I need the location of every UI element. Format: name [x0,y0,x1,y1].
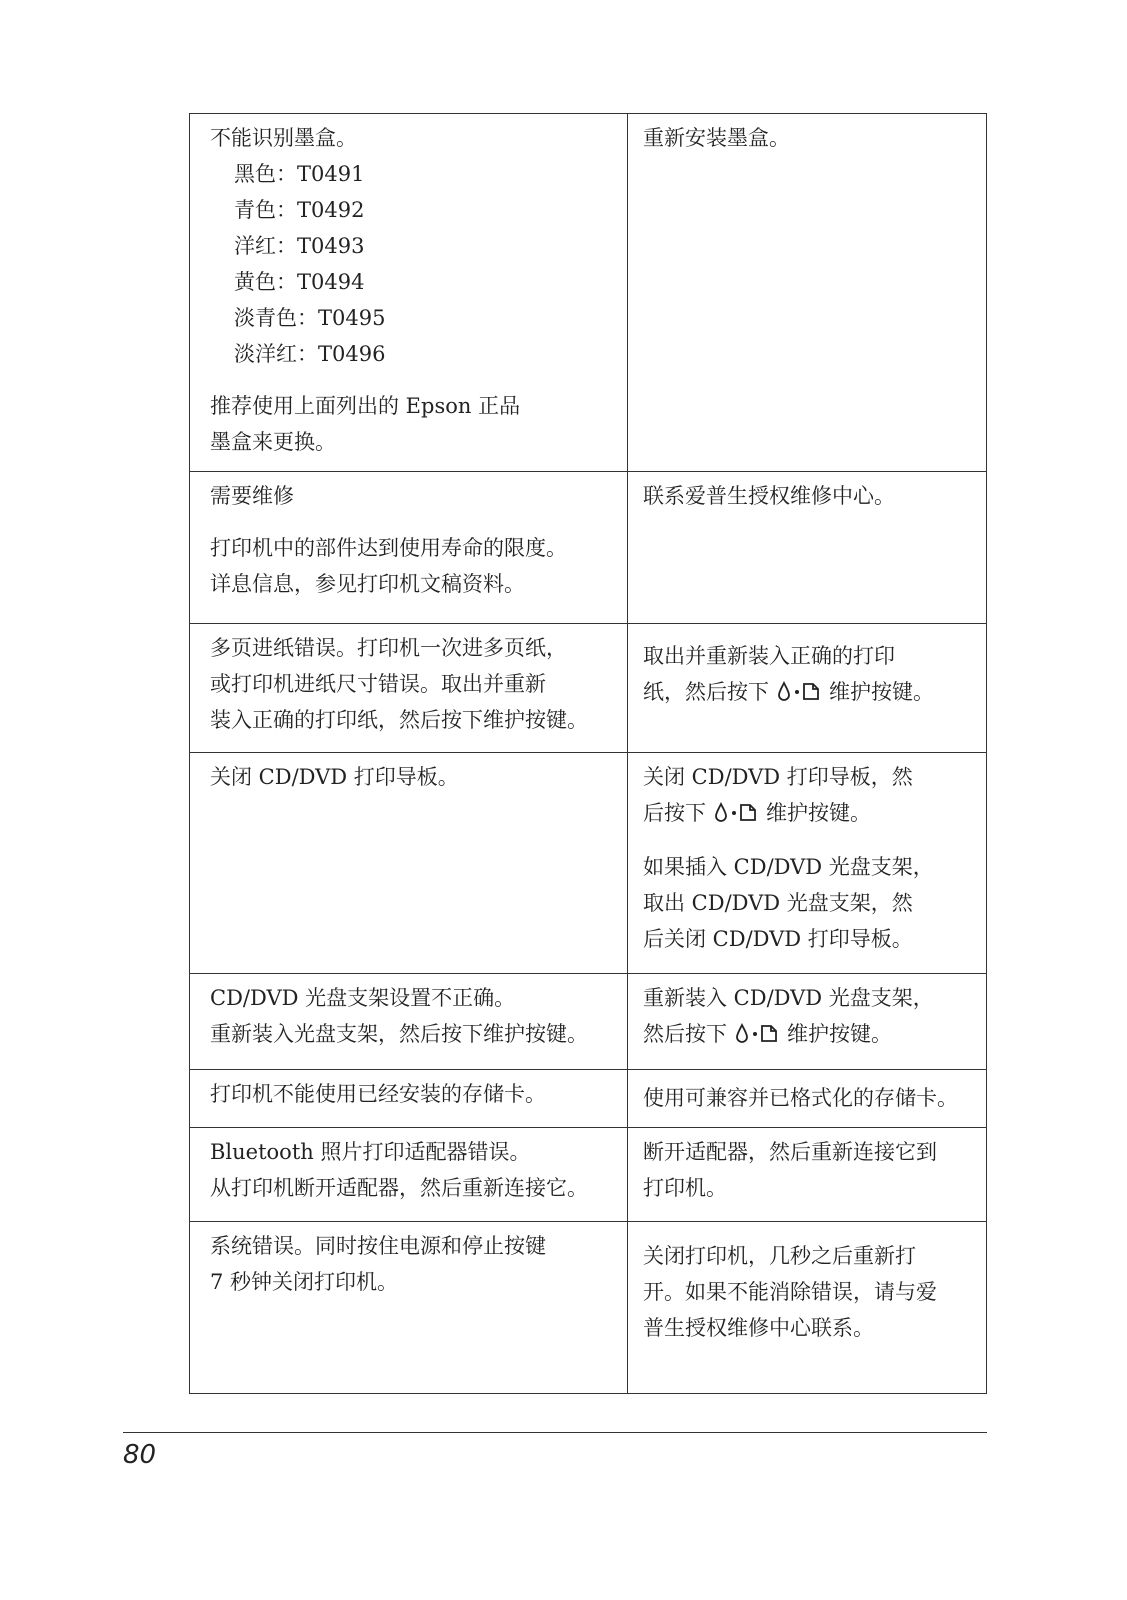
solution-text: 后按下 [643,801,706,825]
error-cell [190,472,628,623]
solution-text: 纸，然后按下 [643,680,769,704]
cartridge-item: 黄色：T0494 [234,270,365,294]
error-text: 关闭 CD/DVD 打印导板。 [210,765,459,789]
cartridge-item: 洋红：T0493 [234,234,365,258]
table-row [190,624,986,753]
solution-text: 关闭 CD/DVD 打印导板，然 [643,765,913,789]
solution-cell [628,114,986,471]
error-text: 7 秒钟关闭打印机。 [210,1270,399,1294]
solution-text: 开。如果不能消除错误，请与爱 [643,1280,937,1304]
solution-text: 普生授权维修中心联系。 [643,1316,874,1340]
error-cell [190,624,628,752]
page-number: 80 [123,1440,157,1470]
solution-text-with-icon [643,674,976,712]
solution-cell [628,1222,986,1393]
cartridge-item: 淡洋红：T0496 [234,342,386,366]
error-cell [190,114,628,471]
solution-text: 维护按键。 [766,801,871,825]
table-row [190,1070,986,1128]
error-text: 从打印机断开适配器，然后重新连接它。 [210,1176,588,1200]
error-text: 装入正确的打印纸，然后按下维护按键。 [210,708,588,732]
error-text: 多页进纸错误。打印机一次进多页纸， [210,636,567,660]
error-detail: 打印机中的部件达到使用寿命的限度。 [210,536,567,560]
solution-text: 打印机。 [643,1176,727,1200]
solution-text: 如果插入 CD/DVD 光盘支架， [643,854,934,879]
solution-text: 然后按下 [643,1022,727,1046]
error-cell [190,753,628,973]
maintenance-icon [735,1018,779,1054]
solution-cell [628,1070,986,1127]
error-detail: 详息信息，参见打印机文稿资料。 [210,572,525,596]
cartridge-item: 淡青色：T0495 [234,306,386,330]
table-row [190,753,986,974]
solution-cell [628,974,986,1069]
error-cell [190,974,628,1069]
solution-text: 断开适配器，然后重新连接它到 [643,1140,937,1164]
footer-rule [123,1432,987,1433]
solution-text: 维护按键。 [787,1022,892,1046]
table-row [190,1128,986,1222]
solution-text: 后关闭 CD/DVD 打印导板。 [643,926,913,951]
cartridge-item: 黑色：T0491 [234,162,365,186]
table-row [190,1222,986,1393]
solution-text: 使用可兼容并已格式化的存储卡。 [643,1086,958,1110]
solution-text: 重新装入 CD/DVD 光盘支架， [643,986,934,1010]
error-title: 需要维修 [210,484,294,508]
solution-text: 取出并重新装入正确的打印 [643,644,895,668]
error-text: 或打印机进纸尺寸错误。取出并重新 [210,672,546,696]
error-text: 打印机不能使用已经安装的存储卡。 [210,1082,546,1106]
error-cell [190,1070,628,1127]
table-row [190,114,986,472]
error-text: 系统错误。同时按住电源和停止按键 [210,1234,546,1258]
solution-cell [628,472,986,623]
error-cell [190,1222,628,1393]
solution-text-with-icon [643,795,976,833]
maintenance-icon [777,676,821,712]
solution-cell [628,624,986,752]
solution-text: 取出 CD/DVD 光盘支架，然 [643,890,913,915]
error-title: 不能识别墨盒。 [210,126,357,150]
error-cell [190,1128,628,1221]
solution-text: 联系爱普生授权维修中心。 [643,484,895,508]
error-text: Bluetooth 照片打印适配器错误。 [210,1140,531,1164]
solution-text: 维护按键。 [829,680,934,704]
error-note: 墨盒来更换。 [210,430,336,454]
solution-text: 关闭打印机，几秒之后重新打 [643,1244,916,1268]
solution-cell [628,1128,986,1221]
table-row [190,472,986,624]
solution-text-with-icon [643,1016,976,1054]
error-text: 重新装入光盘支架，然后按下维护按键。 [210,1022,588,1046]
table-row [190,974,986,1070]
solution-cell [628,753,986,973]
error-text: CD/DVD 光盘支架设置不正确。 [210,986,516,1010]
error-note: 推荐使用上面列出的 Epson 正品 [210,394,521,418]
maintenance-icon [714,797,758,833]
cartridge-item: 青色：T0492 [234,198,365,222]
solution-text: 重新安装墨盒。 [643,126,790,150]
error-table [189,113,987,1394]
